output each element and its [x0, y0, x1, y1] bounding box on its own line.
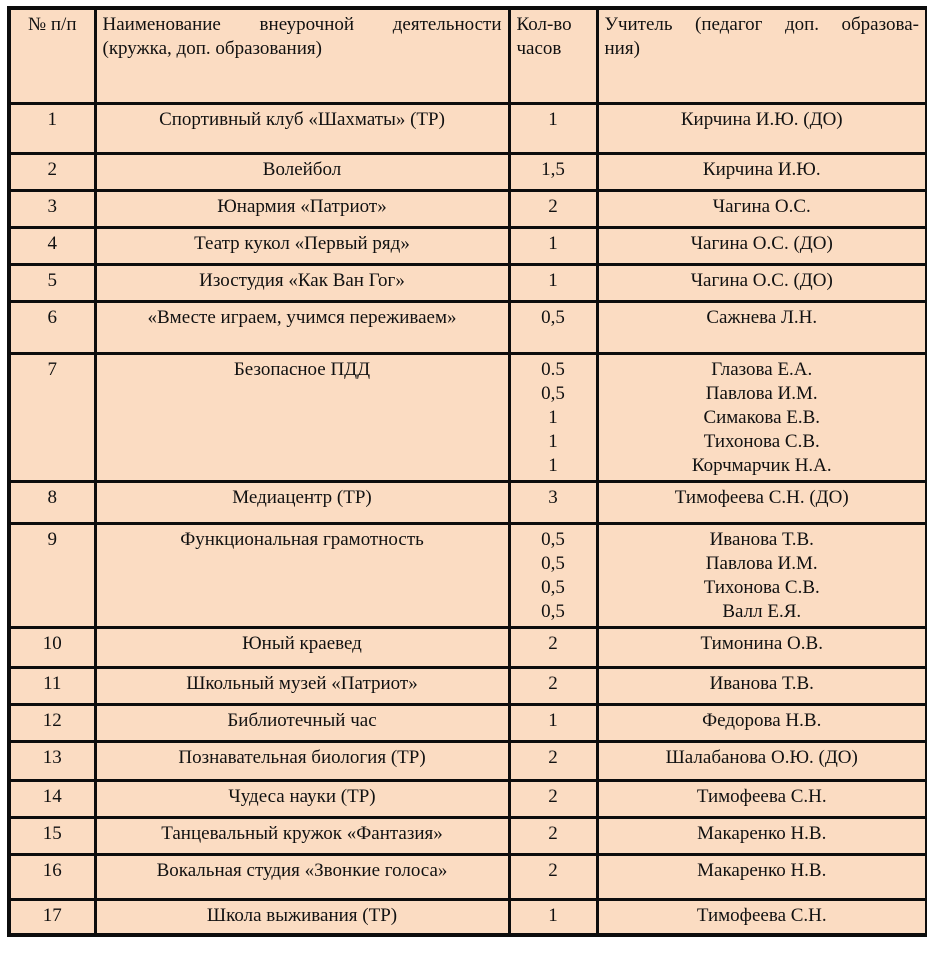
row-number-cell: 2	[9, 153, 95, 190]
hours-value: 1,5	[541, 158, 565, 180]
column-header-teacher-line2: ния)	[604, 38, 640, 59]
hours-value: 0,5	[541, 552, 565, 574]
teacher-name: Тимофеева С.Н.	[696, 904, 827, 926]
activity-name-cell: Познавательная биология (ТР)	[95, 741, 509, 780]
table-row	[9, 667, 927, 704]
table-row	[9, 353, 927, 481]
teacher-cell	[597, 854, 927, 899]
column-header-teacher-line1: Учитель (педагог доп. образова-	[604, 14, 919, 35]
teacher-name: Симакова Е.В.	[703, 406, 821, 428]
header-row	[9, 8, 927, 103]
hours-value: 1	[548, 108, 558, 130]
hours-value: 1	[548, 269, 558, 291]
column-header-hours	[509, 8, 597, 103]
activity-name-cell: Юный краевед	[95, 627, 509, 667]
teacher-cell	[597, 153, 927, 190]
hours-value: 2	[548, 632, 558, 654]
teacher-cell	[597, 899, 927, 935]
teacher-name: Иванова Т.В.	[709, 672, 814, 694]
row-number-cell: 17	[9, 899, 95, 935]
teacher-cell	[597, 704, 927, 741]
table-row	[9, 264, 927, 301]
table-header	[9, 8, 927, 103]
teacher-cell	[597, 667, 927, 704]
hours-value: 2	[548, 746, 558, 768]
row-number-cell: 1	[9, 103, 95, 153]
teacher-name: Шалабанова О.Ю. (ДО)	[665, 746, 858, 768]
hours-value: 1	[548, 904, 558, 926]
teacher-cell	[597, 627, 927, 667]
hours-cell	[509, 153, 597, 190]
teacher-name: Павлова И.М.	[705, 552, 818, 574]
hours-value: 1	[548, 232, 558, 254]
table-row	[9, 523, 927, 627]
column-header-activity-line2: (кружка, доп. образования)	[102, 38, 322, 59]
hours-cell	[509, 103, 597, 153]
extracurricular-activities-table	[7, 6, 927, 937]
table-row	[9, 627, 927, 667]
hours-value: 1	[548, 406, 558, 428]
activity-name-cell: Функциональная грамотность	[95, 523, 509, 627]
hours-cell	[509, 523, 597, 627]
table-row	[9, 481, 927, 523]
activity-name-cell: Школьный музей «Патриот»	[95, 667, 509, 704]
column-header-hours-label: Кол-во часов	[516, 14, 572, 59]
teacher-name: Макаренко Н.В.	[697, 822, 827, 844]
table-row	[9, 854, 927, 899]
hours-cell	[509, 353, 597, 481]
column-header-number	[9, 8, 95, 103]
row-number-cell: 15	[9, 817, 95, 854]
teacher-name: Чагина О.С.	[712, 195, 811, 217]
row-number-cell: 12	[9, 704, 95, 741]
row-number-cell: 10	[9, 627, 95, 667]
teacher-name: Кирчина И.Ю. (ДО)	[680, 108, 843, 130]
hours-value: 2	[548, 195, 558, 217]
activity-name-cell: Библиотечный час	[95, 704, 509, 741]
teacher-cell	[597, 741, 927, 780]
hours-value: 0,5	[541, 600, 565, 622]
hours-cell	[509, 817, 597, 854]
activity-name-cell: «Вместе играем, учимся переживаем»	[95, 301, 509, 353]
table-row	[9, 817, 927, 854]
teacher-name: Тимонина О.В.	[700, 632, 823, 654]
activity-name-cell: Спортивный клуб «Шахматы» (ТР)	[95, 103, 509, 153]
teacher-name: Чагина О.С. (ДО)	[690, 269, 833, 291]
row-number-cell: 5	[9, 264, 95, 301]
teacher-name: Тихонова С.В.	[703, 576, 820, 598]
hours-value: 0,5	[541, 528, 565, 550]
teacher-cell	[597, 227, 927, 264]
row-number-cell: 9	[9, 523, 95, 627]
teacher-name: Сажнева Л.Н.	[706, 306, 818, 328]
hours-cell	[509, 854, 597, 899]
hours-cell	[509, 227, 597, 264]
teacher-cell	[597, 780, 927, 817]
activity-name-cell: Безопасное ПДД	[95, 353, 509, 481]
teacher-name: Кирчина И.Ю.	[702, 158, 821, 180]
teacher-cell	[597, 353, 927, 481]
row-number-cell: 16	[9, 854, 95, 899]
teacher-name: Глазова Е.А.	[711, 358, 813, 380]
column-header-number-label: № п/п	[28, 14, 77, 35]
hours-value: 2	[548, 785, 558, 807]
row-number-cell: 14	[9, 780, 95, 817]
teacher-cell	[597, 190, 927, 227]
teacher-name: Федорова Н.В.	[702, 709, 822, 731]
teacher-cell	[597, 301, 927, 353]
teacher-cell	[597, 481, 927, 523]
activity-name-cell: Театр кукол «Первый ряд»	[95, 227, 509, 264]
teacher-name: Макаренко Н.В.	[697, 859, 827, 881]
column-header-activity-line1: Наименование внеурочной деятельности	[102, 14, 502, 35]
hours-cell	[509, 899, 597, 935]
row-number-cell: 13	[9, 741, 95, 780]
hours-cell	[509, 301, 597, 353]
row-number-cell: 4	[9, 227, 95, 264]
hours-cell	[509, 667, 597, 704]
activity-name-cell: Медиацентр (ТР)	[95, 481, 509, 523]
teacher-cell	[597, 817, 927, 854]
teacher-name: Тихонова С.В.	[703, 430, 820, 452]
teacher-name: Иванова Т.В.	[709, 528, 814, 550]
teacher-name: Корчмарчик Н.А.	[691, 454, 832, 476]
hours-value: 2	[548, 822, 558, 844]
table-row	[9, 103, 927, 153]
hours-value: 1	[548, 454, 558, 476]
hours-cell	[509, 704, 597, 741]
hours-cell	[509, 264, 597, 301]
table-row	[9, 780, 927, 817]
hours-value: 0,5	[541, 306, 565, 328]
table-body	[9, 103, 927, 935]
hours-value: 1	[548, 709, 558, 731]
hours-value: 2	[548, 859, 558, 881]
activity-name-cell: Вокальная студия «Звонкие голоса»	[95, 854, 509, 899]
hours-cell	[509, 627, 597, 667]
hours-value: 0.5	[541, 358, 565, 380]
hours-cell	[509, 481, 597, 523]
teacher-name: Тимофеева С.Н. (ДО)	[674, 486, 849, 508]
hours-cell	[509, 780, 597, 817]
hours-value: 0,5	[541, 382, 565, 404]
teacher-name: Чагина О.С. (ДО)	[690, 232, 833, 254]
table-row	[9, 899, 927, 935]
table-row	[9, 704, 927, 741]
row-number-cell: 11	[9, 667, 95, 704]
row-number-cell: 6	[9, 301, 95, 353]
hours-value: 2	[548, 672, 558, 694]
hours-cell	[509, 190, 597, 227]
row-number-cell: 3	[9, 190, 95, 227]
hours-value: 1	[548, 430, 558, 452]
activity-name-cell: Чудеса науки (ТР)	[95, 780, 509, 817]
activity-name-cell: Юнармия «Патриот»	[95, 190, 509, 227]
teacher-cell	[597, 103, 927, 153]
hours-value: 0,5	[541, 576, 565, 598]
activity-name-cell: Волейбол	[95, 153, 509, 190]
table-row	[9, 301, 927, 353]
hours-value: 3	[548, 486, 558, 508]
hours-cell	[509, 741, 597, 780]
teacher-name: Тимофеева С.Н.	[696, 785, 827, 807]
table-row	[9, 153, 927, 190]
teacher-cell	[597, 523, 927, 627]
table-row	[9, 190, 927, 227]
table-row	[9, 741, 927, 780]
table-row	[9, 227, 927, 264]
teacher-cell	[597, 264, 927, 301]
column-header-activity	[95, 8, 509, 103]
row-number-cell: 7	[9, 353, 95, 481]
teacher-name: Павлова И.М.	[705, 382, 818, 404]
activity-name-cell: Изостудия «Как Ван Гог»	[95, 264, 509, 301]
teacher-name: Валл Е.Я.	[722, 600, 802, 622]
row-number-cell: 8	[9, 481, 95, 523]
activity-name-cell: Школа выживания (ТР)	[95, 899, 509, 935]
column-header-teacher	[597, 8, 927, 103]
activity-name-cell: Танцевальный кружок «Фантазия»	[95, 817, 509, 854]
